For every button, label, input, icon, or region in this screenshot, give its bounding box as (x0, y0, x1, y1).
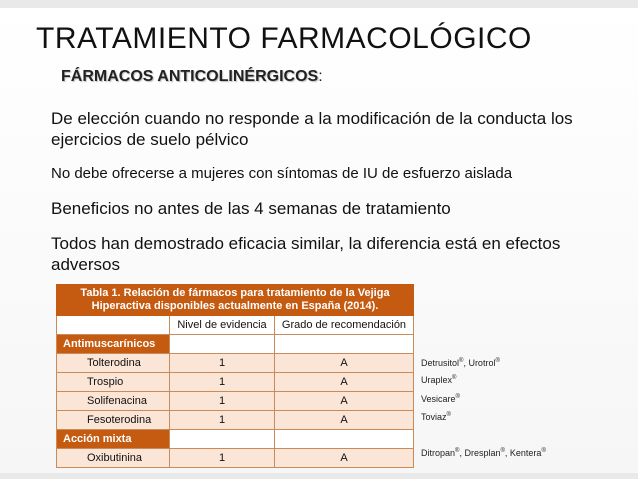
subtitle-text: FÁRMACOS ANTICOLINÉRGICOS (61, 68, 319, 85)
paragraph-eleccion: De elección cuando no responde a la modificación de la conducta los ejercicios de suelo pélvico (51, 109, 573, 149)
grado-recomendacion: A (275, 392, 414, 411)
drug-table (56, 284, 414, 468)
reg-mark: ® (500, 448, 505, 454)
nivel-evidencia: 1 (170, 392, 275, 411)
header-grado: Grado de recomendación (275, 316, 414, 335)
top-stripe (0, 0, 638, 8)
reg-mark: ® (495, 358, 500, 364)
nivel-evidencia: 1 (170, 354, 275, 373)
brand-name: , Dresplan (459, 448, 501, 458)
grado-recomendacion: A (275, 449, 414, 468)
brand-name: Vesicare (421, 394, 456, 404)
paragraph-no-ofrecer: No debe ofrecerse a mujeres con síntomas de IU de esfuerzo aislada (51, 165, 513, 182)
table-row (57, 392, 414, 411)
reg-mark: ® (541, 448, 546, 454)
paragraph-eficacia: Todos han demostrado eficacia similar, la diferencia está en efectos adversos (51, 234, 561, 274)
group-accion-mixta: Acción mixta (57, 430, 170, 449)
grado-recomendacion: A (275, 373, 414, 392)
slide-title: TRATAMIENTO FARMACOLÓGICO (36, 22, 532, 55)
brand-solifenacina (421, 394, 460, 404)
header-nivel: Nivel de evidencia (170, 316, 275, 335)
group-cell (275, 335, 414, 354)
brand-name: Toviaz (421, 412, 447, 422)
nivel-evidencia: 1 (170, 449, 275, 468)
reg-mark: ® (446, 412, 451, 418)
drug-name: Tolterodina (57, 354, 170, 373)
grado-recomendacion: A (275, 411, 414, 430)
brand-name: , Kentera (504, 448, 542, 458)
brand-name: , Urotrol (463, 358, 496, 368)
subtitle-colon: : (318, 68, 323, 85)
drug-name: Oxibutinina (57, 449, 170, 468)
group-cell (170, 335, 275, 354)
table-row (57, 411, 414, 430)
table-row (57, 449, 414, 468)
brand-name: Detrusitol (421, 358, 460, 368)
reg-mark: ® (455, 394, 460, 400)
group-cell (275, 430, 414, 449)
brand-trospio (421, 375, 456, 385)
table-row (57, 354, 414, 373)
brand-name: Ditropan (421, 448, 456, 458)
reg-mark: ® (459, 358, 464, 364)
slide-subtitle (61, 68, 323, 86)
group-antimuscarinicos: Antimuscarínicos (57, 335, 170, 354)
reg-mark: ® (452, 375, 457, 381)
drug-name: Trospio (57, 373, 170, 392)
reg-mark: ® (455, 448, 460, 454)
brand-name: Uraplex (421, 375, 453, 385)
drug-name: Fesoterodina (57, 411, 170, 430)
group-cell (170, 430, 275, 449)
nivel-evidencia: 1 (170, 373, 275, 392)
bottom-stripe (0, 473, 638, 479)
paragraph-beneficios: Beneficios no antes de las 4 semanas de tratamiento (51, 199, 451, 218)
nivel-evidencia: 1 (170, 411, 275, 430)
table-row (57, 373, 414, 392)
table-caption: Tabla 1. Relación de fármacos para tratamiento de la Vejiga Hiperactiva disponibles actualmente en España (2014). (57, 285, 414, 316)
header-empty (57, 316, 170, 335)
grado-recomendacion: A (275, 354, 414, 373)
brand-fesoterodina (421, 412, 451, 422)
brand-oxibutinina (421, 448, 546, 458)
drug-name: Solifenacina (57, 392, 170, 411)
brand-tolterodina (421, 358, 500, 368)
